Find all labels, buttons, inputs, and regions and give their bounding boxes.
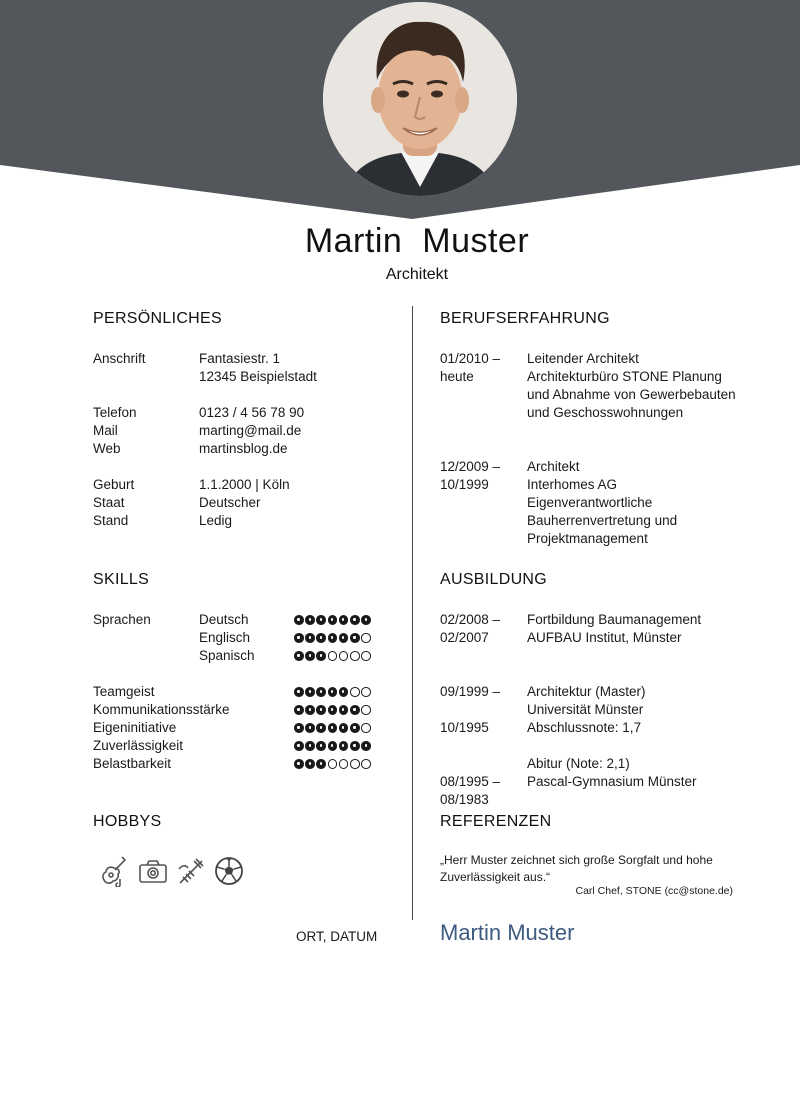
rating-dot-filled: [350, 741, 360, 751]
personal-label: Geburt: [93, 477, 135, 492]
heading-personal: PERSÖNLICHES: [93, 310, 222, 327]
education-detail: Pascal-Gymnasium Münster: [527, 774, 697, 789]
rating-dot-empty: [350, 759, 360, 769]
personal-value: 12345 Beispielstadt: [199, 369, 317, 384]
date-to: 02/2007: [440, 630, 489, 645]
rating-dot-filled: [316, 759, 326, 769]
date-to: 10/1999: [440, 477, 489, 492]
rating-dot-filled: [316, 651, 326, 661]
last-name: Muster: [422, 222, 530, 260]
rating-dot-filled: [350, 723, 360, 733]
rating-dot-empty: [361, 633, 371, 643]
skill-rating: [294, 723, 371, 733]
position-detail: Architekturbüro STONE Planung und Abnahme von Gewerbebauten und Geschosswohnungen: [527, 369, 736, 420]
rating-dot-filled: [294, 687, 304, 697]
job-title: Architekt: [385, 266, 449, 283]
skill-rating: [294, 741, 371, 751]
personal-value: 0123 / 4 56 78 90: [199, 405, 305, 420]
football-icon: [214, 855, 244, 887]
heading-references: REFERENZEN: [440, 813, 552, 830]
rating-dot-empty: [361, 723, 371, 733]
rating-dot-filled: [294, 705, 304, 715]
education-detail: AUFBAU Institut, Münster: [527, 630, 682, 645]
personal-value: Fantasiestr. 1: [199, 351, 281, 366]
rating-dot-empty: [328, 759, 338, 769]
heading-hobbies: HOBBYS: [93, 813, 162, 830]
rating-dot-filled: [305, 687, 315, 697]
skill-rating: [294, 615, 371, 625]
rating-dot-filled: [305, 705, 315, 715]
place-date-label: ORT, DATUM: [296, 929, 378, 944]
rating-dot-filled: [339, 615, 349, 625]
rating-dot-filled: [316, 723, 326, 733]
skill-rating: [294, 651, 371, 661]
rating-dot-filled: [328, 723, 338, 733]
skill-name: Deutsch: [199, 612, 249, 627]
date-to: 08/1983: [440, 792, 489, 807]
rating-dot-filled: [339, 705, 349, 715]
skill-rating: [294, 759, 371, 769]
rating-dot-filled: [294, 759, 304, 769]
rating-dot-filled: [294, 633, 304, 643]
education-detail: Abschlussnote: 1,7: [527, 720, 642, 735]
rating-dot-empty: [361, 759, 371, 769]
column-divider: [412, 306, 413, 920]
rating-dot-empty: [350, 687, 360, 697]
rating-dot-filled: [350, 705, 360, 715]
rating-dot-empty: [328, 651, 338, 661]
rating-dot-filled: [328, 741, 338, 751]
rating-dot-filled: [305, 759, 315, 769]
rating-dot-filled: [294, 723, 304, 733]
skill-rating: [294, 633, 371, 643]
rating-dot-filled: [305, 633, 315, 643]
skill-name: Englisch: [199, 630, 251, 645]
date-from: 09/1999 –: [440, 684, 501, 699]
date-from: 01/2010 –: [440, 351, 501, 366]
date-from: 08/1995 –: [440, 774, 501, 789]
position-title: Leitender Architekt: [527, 351, 639, 366]
personal-label: Anschrift: [93, 351, 146, 366]
languages-label: Sprachen: [93, 612, 151, 627]
hobby-icons: [100, 855, 244, 887]
education-title: Abitur (Note: 2,1): [527, 756, 630, 771]
personal-label: Mail: [93, 423, 118, 438]
skill-name: Belastbarkeit: [93, 756, 172, 771]
rating-dot-filled: [328, 615, 338, 625]
rating-dot-filled: [294, 651, 304, 661]
first-name: Martin: [304, 222, 403, 260]
rating-dot-filled: [328, 633, 338, 643]
skill-rating: [294, 705, 371, 715]
personal-label: Telefon: [93, 405, 137, 420]
skill-name: Kommunikationsstärke: [93, 702, 230, 717]
date-to: heute: [440, 369, 474, 384]
heading-experience: BERUFSERFAHRUNG: [440, 310, 610, 327]
rating-dot-empty: [361, 705, 371, 715]
date-to: 10/1995: [440, 720, 489, 735]
rating-dot-filled: [316, 705, 326, 715]
rating-dot-filled: [339, 741, 349, 751]
education-title: Fortbildung Baumanagement: [527, 612, 702, 627]
guitar-icon: [100, 855, 130, 887]
rating-dot-filled: [350, 633, 360, 643]
rating-dot-filled: [305, 741, 315, 751]
personal-label: Web: [93, 441, 121, 456]
skill-rating: [294, 687, 371, 697]
rating-dot-filled: [305, 651, 315, 661]
rating-dot-filled: [328, 687, 338, 697]
reference-quote: „Herr Muster zeichnet sich große Sorgfalt und hohe Zuverlässigkeit aus.“: [440, 853, 713, 884]
rating-dot-filled: [305, 723, 315, 733]
rating-dot-filled: [294, 741, 304, 751]
date-from: 12/2009 –: [440, 459, 501, 474]
education-detail: Universität Münster: [527, 702, 644, 717]
rating-dot-filled: [316, 741, 326, 751]
personal-value: marting@mail.de: [199, 423, 302, 438]
skill-name: Teamgeist: [93, 684, 155, 699]
date-from: 02/2008 –: [440, 612, 501, 627]
personal-label: Staat: [93, 495, 125, 510]
rating-dot-filled: [361, 615, 371, 625]
cooking-icon: [176, 855, 206, 887]
rating-dot-empty: [339, 651, 349, 661]
profile-photo: [323, 2, 517, 196]
rating-dot-empty: [350, 651, 360, 661]
rating-dot-filled: [361, 741, 371, 751]
rating-dot-empty: [361, 687, 371, 697]
rating-dot-empty: [339, 759, 349, 769]
rating-dot-filled: [294, 615, 304, 625]
rating-dot-empty: [361, 651, 371, 661]
skill-name: Zuverlässigkeit: [93, 738, 184, 753]
candidate-name: [0, 222, 800, 261]
heading-education: AUSBILDUNG: [440, 571, 548, 588]
rating-dot-filled: [316, 615, 326, 625]
personal-value: 1.1.2000 | Köln: [199, 477, 290, 492]
skill-name: Spanisch: [199, 648, 255, 663]
position-detail: Interhomes AG Eigenverantwortliche Bauherrenvertretung und Projektmanagement: [527, 477, 678, 546]
rating-dot-filled: [316, 687, 326, 697]
rating-dot-filled: [339, 687, 349, 697]
rating-dot-filled: [316, 633, 326, 643]
rating-dot-filled: [339, 633, 349, 643]
reference-author: Carl Chef, STONE (cc@stone.de): [575, 885, 733, 897]
rating-dot-filled: [339, 723, 349, 733]
personal-value: Deutscher: [199, 495, 261, 510]
rating-dot-filled: [305, 615, 315, 625]
camera-icon: [138, 855, 168, 887]
skill-name: Eigeninitiative: [93, 720, 177, 735]
signature: Martin Muster: [440, 920, 575, 945]
personal-label: Stand: [93, 513, 129, 528]
position-title: Architekt: [527, 459, 580, 474]
education-title: Architektur (Master): [527, 684, 646, 699]
heading-skills: SKILLS: [93, 571, 150, 588]
rating-dot-filled: [350, 615, 360, 625]
personal-value: martinsblog.de: [199, 441, 288, 456]
rating-dot-filled: [328, 705, 338, 715]
personal-value: Ledig: [199, 513, 233, 528]
